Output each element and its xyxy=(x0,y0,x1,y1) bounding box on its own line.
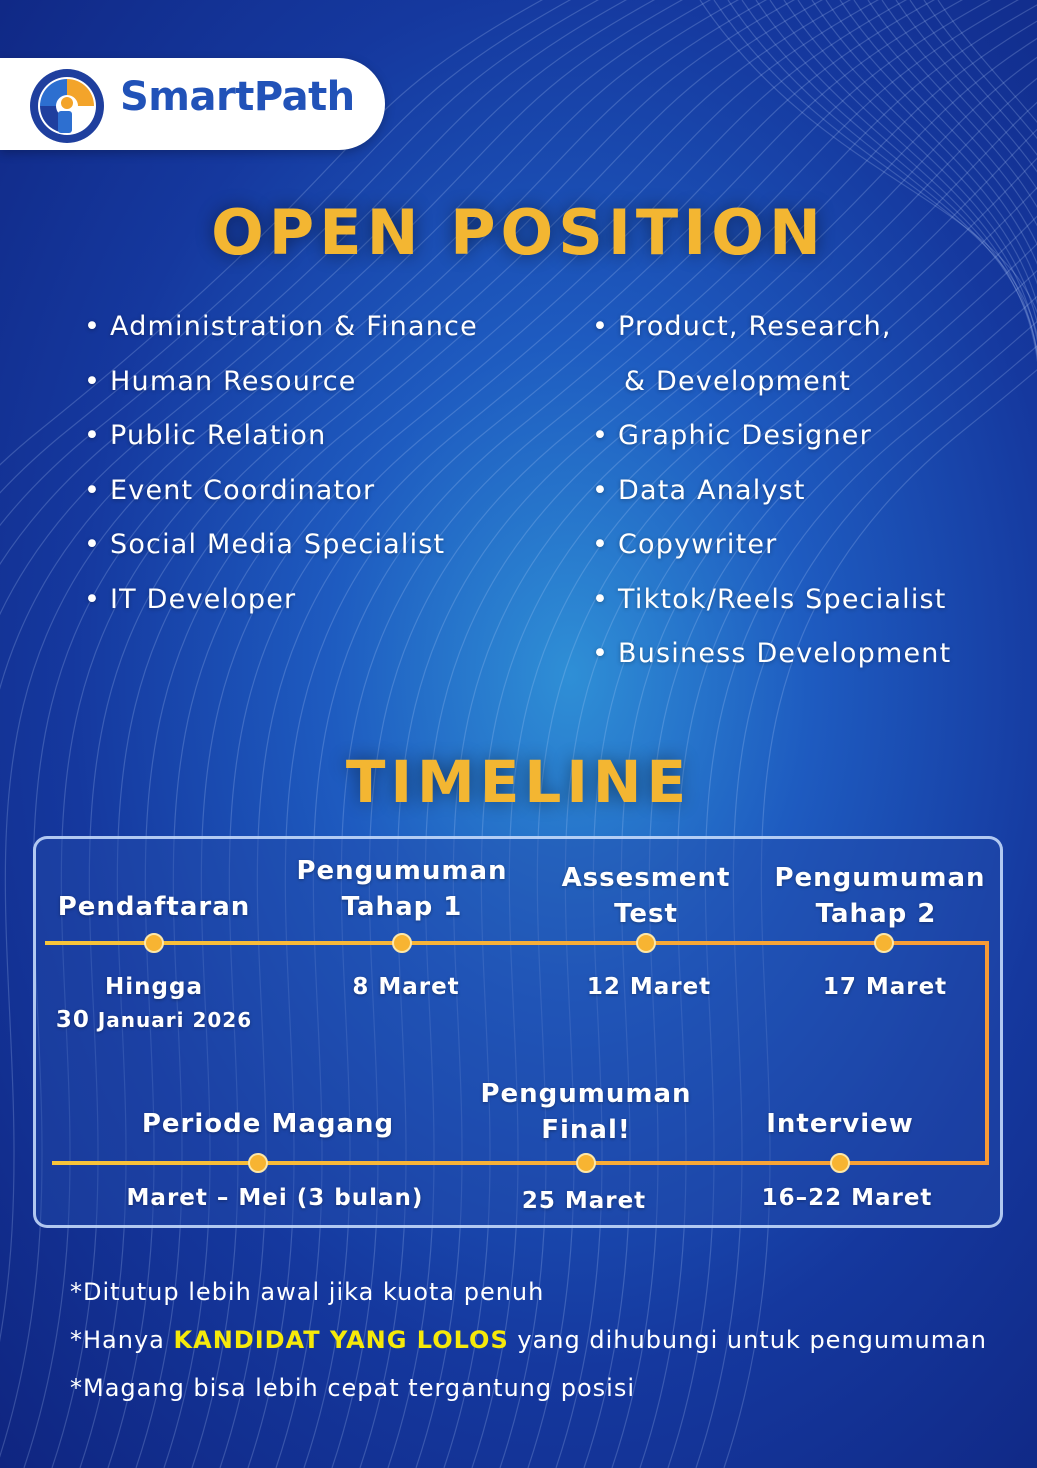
stage-pendaftaran-date-line2: 30 Januari 2026 xyxy=(55,1007,253,1033)
stage-interview-label: Interview xyxy=(766,1109,914,1139)
stage-final-label-line2: Final! xyxy=(541,1115,631,1145)
position-item: • Graphic Designer xyxy=(592,409,951,464)
bullet-icon: • xyxy=(592,583,610,615)
stage-pengumuman-2-label-line2: Tahap 2 xyxy=(815,899,937,929)
footnote-1: *Ditutup lebih awal jika kuota penuh xyxy=(70,1278,545,1306)
bullet-icon: • xyxy=(84,420,102,451)
stage-pendaftaran-date-line1: Hingga xyxy=(105,974,203,1000)
bullet-icon: • xyxy=(592,638,610,669)
bullet-icon: • xyxy=(592,420,610,451)
position-item: • Business Development xyxy=(592,627,951,682)
bullet-icon: • xyxy=(84,583,102,615)
timeline-dot xyxy=(393,934,411,952)
stage-interview-date: 16–22 Maret xyxy=(761,1185,933,1211)
open-position-title: OPEN POSITION xyxy=(211,196,826,269)
stage-pendaftaran-label: Pendaftaran xyxy=(57,892,251,922)
position-item: • IT Developer xyxy=(84,573,478,628)
bullet-icon: • xyxy=(84,365,102,397)
timeline-dot xyxy=(875,934,893,952)
footnote-2: *Hanya KANDIDAT YANG LOLOS yang dihubungi untuk pengumuman xyxy=(70,1326,987,1354)
bullet-icon: • xyxy=(84,311,102,342)
position-item: • Administration & Finance xyxy=(84,300,478,355)
bullet-icon: • xyxy=(592,474,610,506)
stage-assesment-label-line2: Test xyxy=(614,899,678,929)
brand-name: SmartPath xyxy=(120,74,355,120)
stage-assesment-date: 12 Maret xyxy=(586,974,712,1000)
position-item: • Public Relation xyxy=(84,409,478,464)
timeline-dot xyxy=(831,1154,849,1172)
timeline-dot xyxy=(249,1154,267,1172)
footnote-highlight: KANDIDAT YANG LOLOS xyxy=(173,1326,509,1354)
stage-pengumuman-1-label-line2: Tahap 1 xyxy=(341,892,463,922)
stage-final-date: 25 Maret xyxy=(521,1188,647,1214)
timeline-dot xyxy=(637,934,655,952)
stage-final-label-line1: Pengumuman xyxy=(480,1079,692,1109)
stage-pengumuman-1-label-line1: Pengumuman xyxy=(296,856,508,886)
position-item: • Copywriter xyxy=(592,518,951,573)
stage-magang-date: Maret – Mei (3 bulan) xyxy=(126,1185,424,1211)
bullet-icon: • xyxy=(592,529,610,560)
footnote-3: *Magang bisa lebih cepat tergantung posisi xyxy=(70,1374,636,1402)
position-item: • Data Analyst xyxy=(592,464,951,519)
stage-magang-label: Periode Magang xyxy=(141,1109,395,1139)
timeline-dot xyxy=(577,1154,595,1172)
stage-pengumuman-1-date: 8 Maret xyxy=(352,974,460,1000)
position-item: • Human Resource xyxy=(84,355,478,410)
bullet-icon: • xyxy=(592,311,610,342)
timeline-title: TIMELINE xyxy=(345,748,692,816)
stage-pengumuman-2-date: 17 Maret xyxy=(822,974,948,1000)
bullet-icon: • xyxy=(84,529,102,560)
position-item: • Product, Research, xyxy=(592,300,951,355)
bullet-icon: • xyxy=(84,474,102,506)
position-item: • Social Media Specialist xyxy=(84,518,478,573)
stage-pengumuman-2-label-line1: Pengumuman xyxy=(774,863,986,893)
timeline-dot xyxy=(145,934,163,952)
stage-assesment-label-line1: Assesment xyxy=(561,863,731,893)
footnotes xyxy=(70,1268,1030,1412)
position-item: • Event Coordinator xyxy=(84,464,478,519)
position-item: • Tiktok/Reels Specialist xyxy=(592,573,951,628)
position-item-continuation: & Development xyxy=(624,365,851,397)
